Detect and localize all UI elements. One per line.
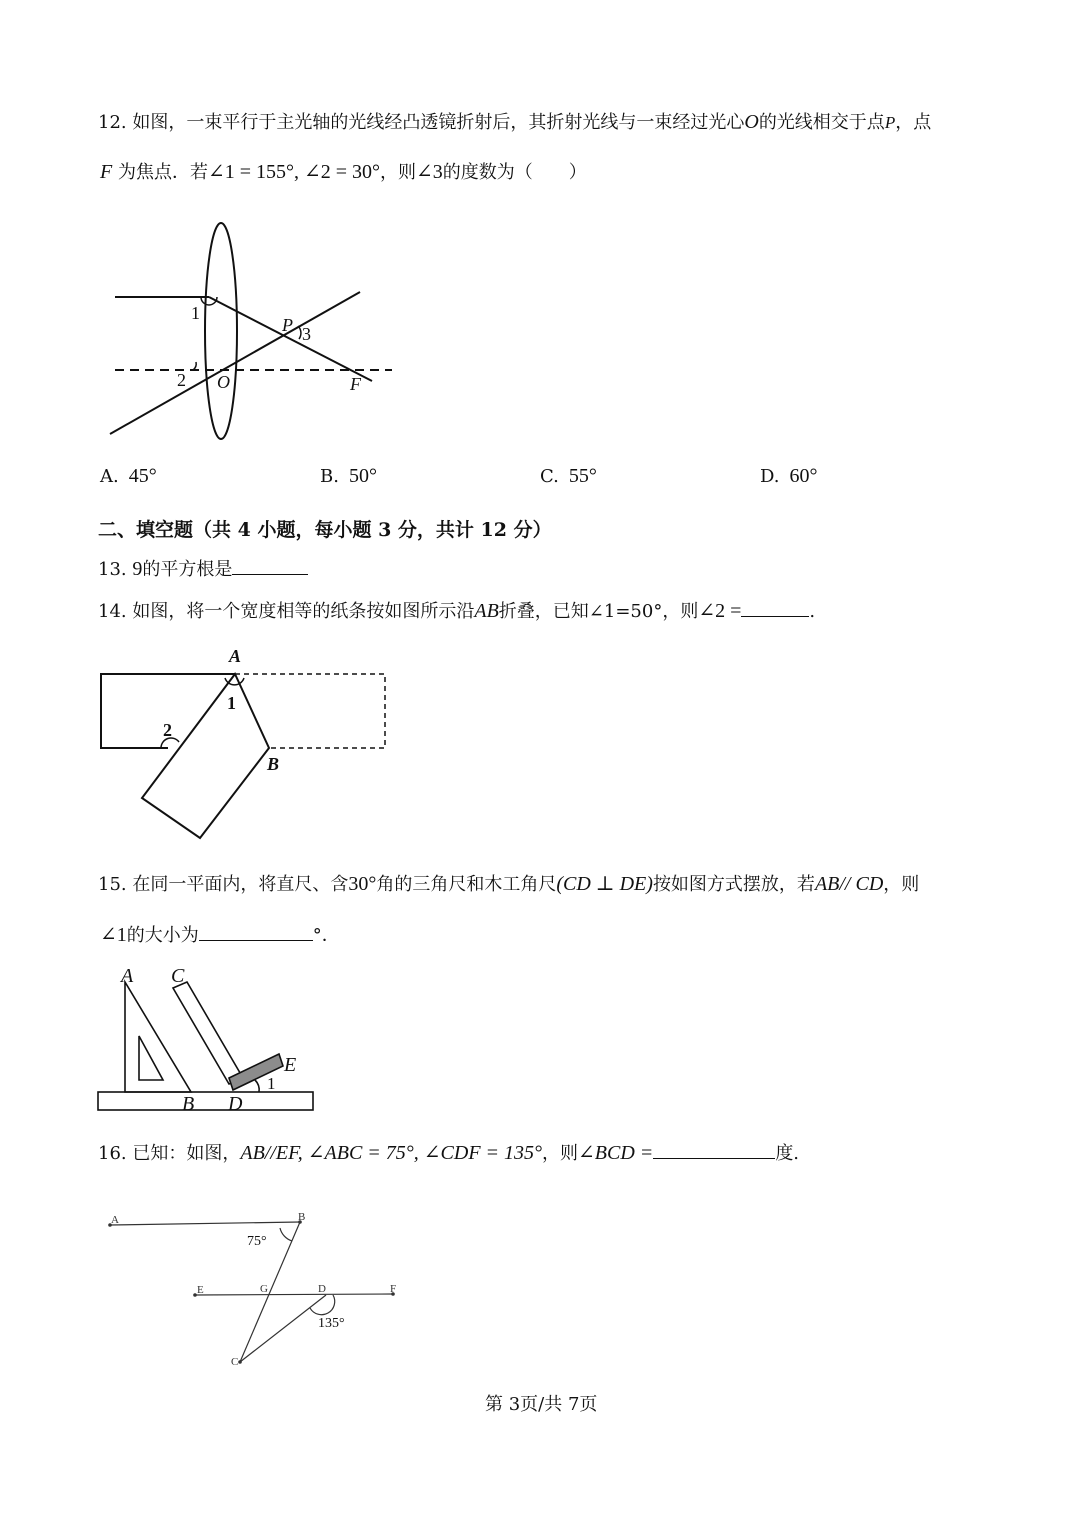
- label-B: B: [298, 1211, 306, 1223]
- angle1-arc: [255, 1080, 259, 1092]
- q16: [98, 1140, 799, 1166]
- q12-option-a[interactable]: [100, 465, 157, 488]
- section-title: 二、填空题（共 4 小题，每小题 3 分，共计 12 分）: [98, 519, 552, 541]
- q16-text-a: 16. 已知：如图，: [98, 1143, 241, 1164]
- q15-text-b: 角的三角尺和木工角尺: [376, 874, 557, 895]
- label-B: B: [182, 1093, 195, 1114]
- q15-line2: [100, 922, 340, 948]
- q16-end: 度.: [775, 1143, 800, 1164]
- q13-answer-blank[interactable]: [232, 556, 308, 575]
- option-value: 60°: [789, 465, 818, 487]
- q12-line1: [98, 110, 931, 135]
- q16-text-b: ，则: [542, 1143, 579, 1164]
- q12-lens-figure: [100, 218, 400, 448]
- q15-angle1: ∠1: [100, 924, 127, 946]
- label-E: E: [284, 1054, 297, 1076]
- q15-text-e: 的大小为: [126, 925, 199, 946]
- q15-parallel: AB// CD: [814, 873, 884, 895]
- q16-angle: ∠BCD =: [578, 1142, 654, 1164]
- label-G: G: [260, 1283, 268, 1295]
- q12-option-b[interactable]: [320, 465, 377, 488]
- q12-text-c: ，点: [895, 112, 932, 133]
- angle2-arc: [193, 362, 196, 370]
- q15-deg30: 30°: [348, 873, 377, 895]
- q14-text-a: 14. 如图，将一个宽度相等的纸条按如图所示沿: [98, 601, 475, 622]
- q15-answer-blank[interactable]: [199, 922, 313, 941]
- q12-text-b: 的光线相交于点: [758, 112, 885, 133]
- refracted-ray: [209, 297, 372, 381]
- label-2: 2: [163, 720, 172, 740]
- q15-text-c: 按如图方式摆放，若: [652, 874, 815, 895]
- q14-end: .: [809, 601, 816, 622]
- q13: [98, 556, 308, 582]
- center-ray: [110, 292, 360, 434]
- label-A: A: [229, 646, 242, 666]
- q14-AB: AB: [474, 600, 499, 622]
- line-EF: [195, 1294, 393, 1295]
- q12-angle3: ∠3: [416, 161, 443, 183]
- option-letter: B.: [320, 466, 339, 487]
- option-value: 45°: [128, 465, 157, 487]
- line-AB: [110, 1222, 300, 1225]
- q15-perp: (CD ⊥ DE): [556, 873, 653, 895]
- label-D: D: [228, 1093, 243, 1114]
- q12-text-e: ，则: [380, 162, 417, 183]
- q12-option-c[interactable]: [540, 465, 597, 488]
- label-1: 1: [267, 1074, 276, 1093]
- point-C: [238, 1360, 242, 1364]
- straight-ruler: [98, 1092, 313, 1110]
- label-3: 3: [302, 324, 311, 344]
- page-footer: 第 3页/共 7页: [485, 1394, 598, 1415]
- q12-line2: [100, 160, 587, 185]
- option-value: 55°: [568, 465, 597, 487]
- label-D: D: [318, 1283, 326, 1295]
- option-value: 50°: [348, 465, 377, 487]
- q14-answer-blank[interactable]: [741, 598, 809, 617]
- label-1: 1: [191, 303, 200, 323]
- label-135: 135°: [318, 1316, 345, 1331]
- angle-75-arc: [280, 1228, 292, 1241]
- label-C: C: [231, 1356, 239, 1368]
- q16-formula: AB//EF, ∠ABC = 75°, ∠CDF = 135°: [240, 1142, 543, 1164]
- label-F: F: [390, 1283, 397, 1295]
- q12-formula: ∠1 = 155°, ∠2 = 30°: [207, 161, 381, 183]
- q12-text-d: 为焦点．若: [112, 162, 208, 183]
- q13-nine: 9: [132, 558, 143, 580]
- label-O: O: [217, 372, 230, 392]
- q13-num: 13.: [98, 559, 127, 580]
- set-square-hole: [139, 1036, 163, 1080]
- set-square-30: [125, 982, 191, 1092]
- label-B: B: [267, 754, 280, 774]
- q15-line1: [98, 872, 919, 897]
- q14-fold-figure: [95, 642, 395, 847]
- q12-text-f: 的度数为（ ）: [442, 162, 587, 183]
- q15-ruler-figure: [95, 962, 320, 1114]
- q16-answer-blank[interactable]: [653, 1140, 775, 1159]
- q12-sym-P: P: [884, 113, 896, 132]
- label-A: A: [121, 965, 134, 987]
- option-letter: D.: [760, 466, 780, 487]
- label-F: F: [350, 374, 361, 394]
- folded-part: [142, 674, 269, 838]
- q12-option-d[interactable]: [760, 465, 818, 488]
- label-1: 1: [227, 693, 236, 713]
- q12-sym-F: F: [100, 161, 113, 183]
- q12-sym-O: O: [744, 111, 759, 133]
- q16-parallel-figure: [100, 1205, 410, 1375]
- q14: [98, 598, 815, 624]
- strip-folded-dashed: [235, 674, 385, 748]
- label-C: C: [171, 965, 185, 987]
- q12-text-a: 12. 如图，一束平行于主光轴的光线经凸透镜折射后，其折射光线与一束经过光心: [98, 112, 745, 133]
- label-P: P: [282, 315, 293, 335]
- label-A: A: [111, 1214, 119, 1226]
- q14-text-b: 折叠，已知∠1=50°，则: [498, 601, 699, 622]
- label-E: E: [197, 1284, 204, 1296]
- q15-end: °．: [312, 925, 340, 946]
- q15-text-a: 15. 在同一平面内，将直尺、含: [98, 874, 349, 895]
- q14-angle2: ∠2 =: [698, 600, 742, 622]
- label-75: 75°: [247, 1234, 267, 1249]
- label-2: 2: [177, 370, 186, 390]
- segment-DC: [240, 1295, 326, 1362]
- carpenter-square-long-arm: [173, 982, 243, 1084]
- q15-text-d: ，则: [883, 874, 920, 895]
- option-letter: C.: [540, 466, 559, 487]
- option-letter: A.: [100, 466, 119, 487]
- q13-text: 的平方根是: [142, 559, 233, 580]
- convex-lens: [205, 223, 237, 439]
